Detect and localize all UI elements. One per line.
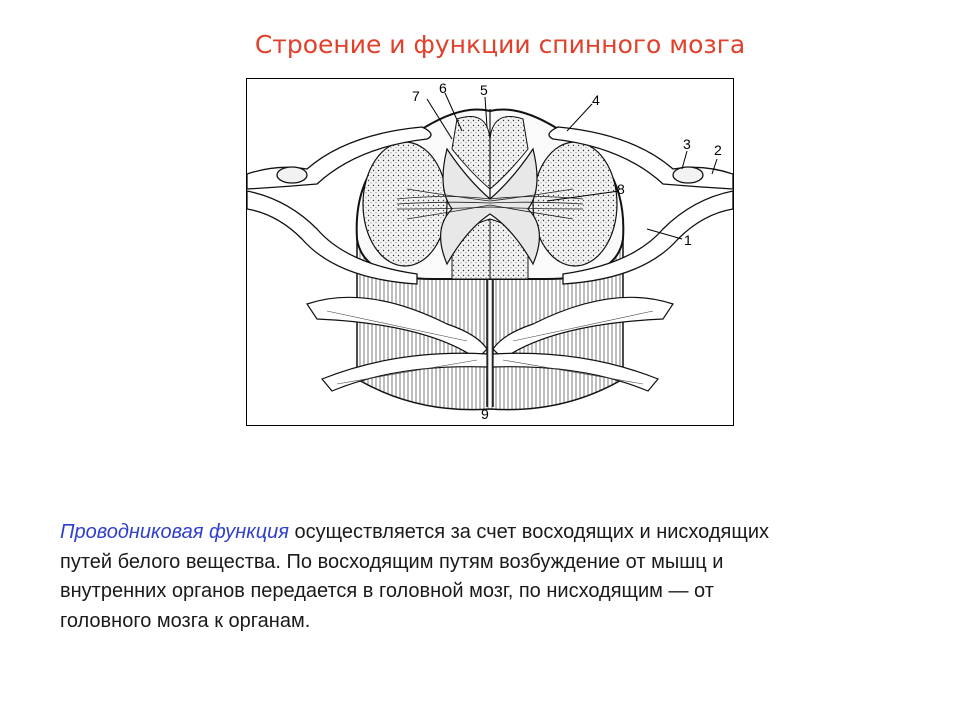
callout-7: 7 — [412, 88, 420, 104]
callout-2: 2 — [714, 142, 722, 158]
callout-8: 8 — [617, 181, 625, 197]
paragraph-line-1: осуществляется за счет восходящих и нисходящих — [288, 521, 769, 543]
callout-5: 5 — [480, 82, 488, 98]
paragraph-lead: Проводниковая функция — [60, 521, 289, 543]
body-paragraph — [60, 518, 930, 636]
callout-1: 1 — [684, 232, 692, 248]
paragraph-line-3: внутренних органов передается в головной мозг, по нисходящим — от — [60, 580, 714, 602]
paragraph-line-4: головного мозга к органам. — [60, 609, 311, 632]
spinal-cord-illustration — [247, 79, 733, 425]
paragraph-line-2: путей белого вещества. По восходящим путям возбуждение от мышц и — [60, 550, 724, 573]
callout-6: 6 — [439, 80, 447, 96]
spinal-cord-figure — [246, 78, 734, 426]
callout-4: 4 — [592, 92, 600, 108]
callout-3: 3 — [683, 136, 691, 152]
slide-title: Строение и функции спинного мозга — [254, 30, 746, 59]
callout-9: 9 — [481, 406, 489, 422]
